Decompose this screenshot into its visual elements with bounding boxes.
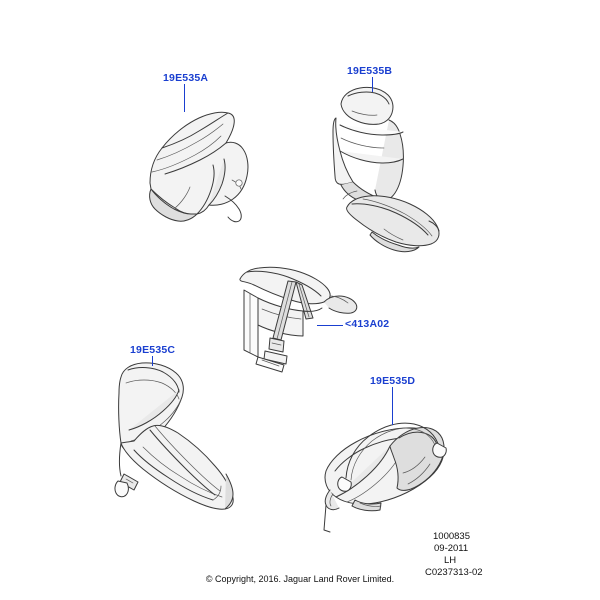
drawing-side: LH	[444, 555, 457, 566]
part-413A02-illustration	[240, 267, 357, 372]
leader-line-19E535C	[152, 356, 153, 366]
leader-line-19E535A	[184, 84, 185, 112]
leader-line-19E535B	[372, 77, 373, 92]
leader-line-19E535D	[392, 387, 393, 425]
part-19E535D-illustration	[324, 423, 446, 532]
callout-19E535D[interactable]: 19E535D	[370, 375, 416, 387]
drawing-date: 09-2011	[434, 543, 469, 554]
callout-413A02[interactable]: <413A02	[345, 318, 390, 330]
part-19E535A-illustration	[150, 112, 248, 222]
callout-19E535B[interactable]: 19E535B	[347, 65, 393, 77]
part-19E535B-illustration	[333, 87, 439, 251]
drawing-number: 1000835	[433, 531, 470, 542]
figure-code: C0237313-02	[425, 567, 483, 578]
callout-19E535C[interactable]: 19E535C	[130, 344, 176, 356]
callout-19E535A[interactable]: 19E535A	[163, 72, 209, 84]
part-19E535C-illustration	[115, 363, 233, 509]
copyright-notice: © Copyright, 2016. Jaguar Land Rover Limited.	[205, 574, 395, 584]
leader-line-413A02	[317, 325, 343, 326]
